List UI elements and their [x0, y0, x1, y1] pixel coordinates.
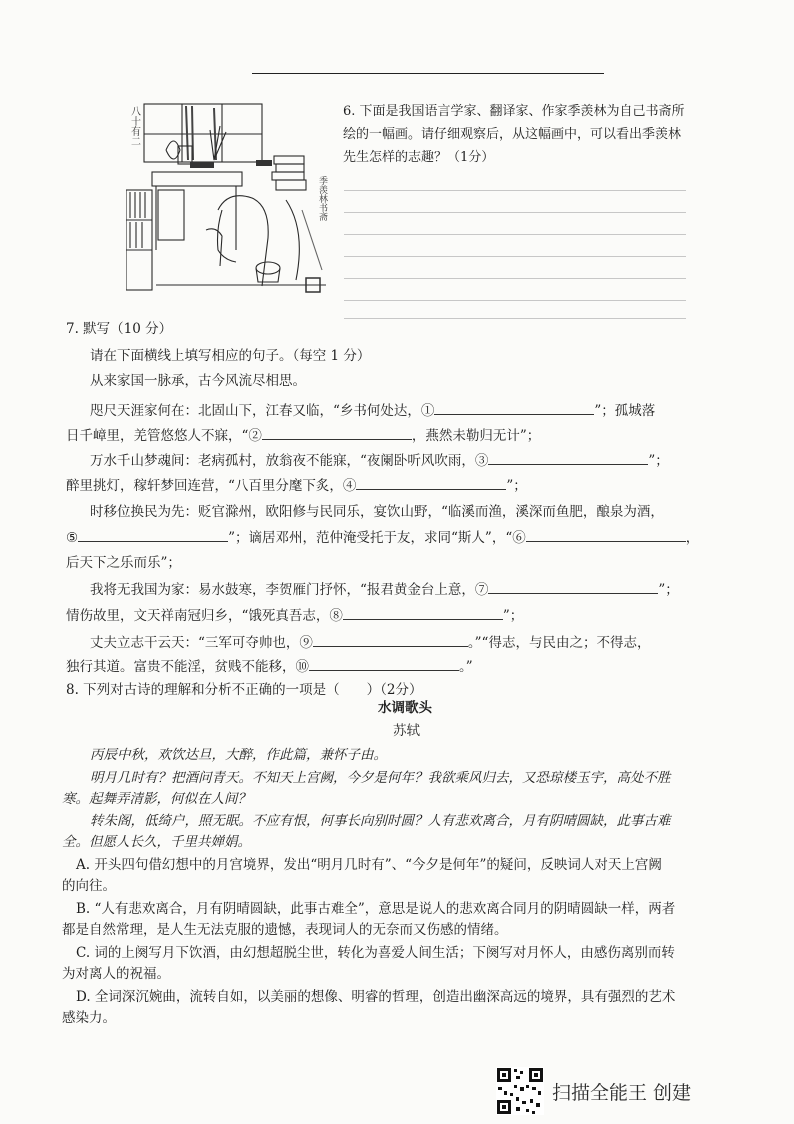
option-b-line-1: B. “人有悲欢离合，月有阴晴圆缺，此事古难全”，意思是说人的悲欢离合同月的阴晴圆缺一样，两者 — [76, 901, 676, 917]
answer-line — [344, 318, 686, 319]
option-c-line-1: C. 词的上阕写月下饮酒，由幻想超脱尘世，转化为喜爱人间生活；下阕写对月怀人，由感伤离别而转 — [76, 945, 675, 961]
q7-para-3-line-3 — [66, 551, 181, 571]
poem-line: 全。但愿人长久，千里共婵娟。 — [62, 834, 251, 850]
blank-7[interactable] — [488, 579, 658, 594]
q7-text: ”；谪居邓州，范仲淹受托于友，求同“斯人”，“⑥ — [228, 530, 526, 546]
blank-3[interactable] — [488, 450, 648, 465]
q7-text: ， — [685, 530, 700, 546]
top-rule — [252, 73, 604, 74]
question-7-intro: 从来家国一脉承，古今风流尽相思。 — [90, 373, 306, 389]
q7-text: 咫尺天涯家何在：北固山下，江春又临，“乡书何处达，① — [90, 403, 435, 419]
q7-text: 情伤故里，文天祥南冠归乡，“饿死真吾志，⑧ — [66, 608, 343, 624]
q7-para-3-line-1 — [90, 500, 664, 520]
answer-line — [344, 300, 686, 301]
sketch-inscription-left: 八十有二 — [128, 106, 140, 146]
q7-para-4-line-1 — [90, 578, 679, 598]
q7-text: ”；孤城落 — [594, 403, 656, 419]
q7-text: ⑤ — [66, 530, 79, 546]
option-a-line-2: 的向往。 — [62, 878, 116, 894]
question-8-heading: 8. 下列对古诗的理解和分析不正确的一项是（ ）（2分） — [66, 682, 423, 698]
q7-text: 丈夫立志干云天：“三军可夺帅也，⑨ — [90, 635, 313, 651]
q7-text: ，燕然未勒归无计”； — [411, 428, 541, 444]
poem-author: 苏轼 — [393, 723, 420, 739]
q7-para-3-line-2 — [66, 526, 699, 546]
blank-9[interactable] — [313, 632, 468, 647]
question-6-text: 6. 下面是我国语言学家、翻译家、作家季羡林为自己书斋所绘的一幅画。请仔细观察后，从这幅画中，可以看出季羡林先生怎样的志趣？（1分） — [343, 104, 685, 165]
q7-para-2-line-2 — [66, 474, 527, 494]
sketch-inscription-right: 季羡林书斋 — [317, 176, 327, 221]
poem-line: 明月几时有？把酒问青天。不知天上宫阙，今夕是何年？我欲乘风归去，又恐琼楼玉宇，高处不胜 — [90, 770, 671, 786]
q7-text: 我将无我国为家：易水鼓寒，李贺雁门抒怀，“报君黄金台上意，⑦ — [90, 582, 489, 598]
q7-para-5-line-2 — [66, 655, 473, 675]
blank-5[interactable] — [78, 527, 228, 542]
option-d-line-1: D. 全词深沉婉曲，流转自如，以美丽的想像、明睿的哲理，创造出幽深高远的境界，具有强烈的艺术 — [76, 989, 676, 1005]
answer-line — [344, 234, 686, 235]
q7-text: 日千嶂里，羌管悠悠人不寐，“② — [66, 428, 262, 444]
option-a-line-1: A. 开头四句借幻想中的月宫境界，发出“明月几时有”、“今夕是何年”的疑问，反映词人对天上宫阙 — [76, 857, 662, 873]
q7-para-5-line-1 — [90, 631, 650, 651]
blank-8[interactable] — [343, 605, 503, 620]
question-7-instruction: 请在下面横线上填写相应的句子。（每空 1 分） — [90, 348, 371, 364]
scanner-watermark: 扫描全能王 创建 — [552, 1082, 692, 1104]
q7-text: ”； — [506, 478, 527, 494]
blank-2[interactable] — [262, 425, 412, 440]
q7-para-4-line-2 — [66, 604, 523, 624]
poem-line: 转朱阁，低绮户，照无眠。不应有恨，何事长向别时圆？人有悲欢离合，月有阴晴圆缺，此事古难 — [90, 813, 671, 829]
question-7-heading: 7. 默写（10 分） — [66, 321, 173, 337]
answer-line — [344, 278, 686, 279]
option-b-line-2: 都是自然常理，是人生无法克服的遗憾，表现词人的无奈而又伤感的情绪。 — [62, 922, 508, 938]
q7-para-1-line-2 — [66, 424, 540, 444]
q7-text: 醉里挑灯，稼轩梦回连营，“八百里分麾下炙，④ — [66, 478, 357, 494]
q7-text: 时移位换民为先：贬官滁州，欧阳修与民同乐，宴饮山野，“临溪而渔，溪深而鱼肥，酿泉为酒， — [90, 504, 664, 520]
q7-para-2-line-1 — [90, 449, 669, 469]
option-c-line-2: 为对离人的祝福。 — [62, 966, 170, 982]
q7-text: 后天下之乐而乐”； — [66, 555, 181, 571]
q7-text: 。”“得志，与民由之；不得志， — [467, 635, 651, 651]
poem-line: 寒。起舞弄清影，何似在人间？ — [62, 791, 251, 807]
answer-line — [344, 256, 686, 257]
option-d-line-2: 感染力。 — [62, 1010, 116, 1026]
answer-line — [344, 190, 686, 191]
q7-text: ”； — [502, 608, 524, 624]
poem-preface: 丙辰中秋，欢饮达旦，大醉，作此篇，兼怀子由。 — [90, 747, 387, 763]
blank-6[interactable] — [526, 527, 686, 542]
blank-1[interactable] — [434, 400, 594, 415]
study-sketch — [126, 100, 332, 300]
q7-text: 独行其道。富贵不能淫，贫贱不能移，⑩ — [66, 659, 309, 675]
blank-10[interactable] — [309, 656, 459, 671]
q7-text: ”； — [648, 453, 669, 469]
q7-text: ”； — [658, 582, 679, 598]
q7-para-1-line-1 — [90, 399, 655, 419]
study-sketch-drawing — [126, 100, 332, 300]
qr-code-icon — [496, 1067, 544, 1115]
q7-text: 万水千山梦魂间：老病孤村，放翁夜不能寐，“夜阑卧听风吹雨，③ — [90, 453, 489, 469]
blank-4[interactable] — [356, 475, 506, 490]
poem-title: 水调歌头 — [378, 700, 432, 716]
q7-text: 。” — [459, 659, 473, 675]
answer-line — [344, 212, 686, 213]
